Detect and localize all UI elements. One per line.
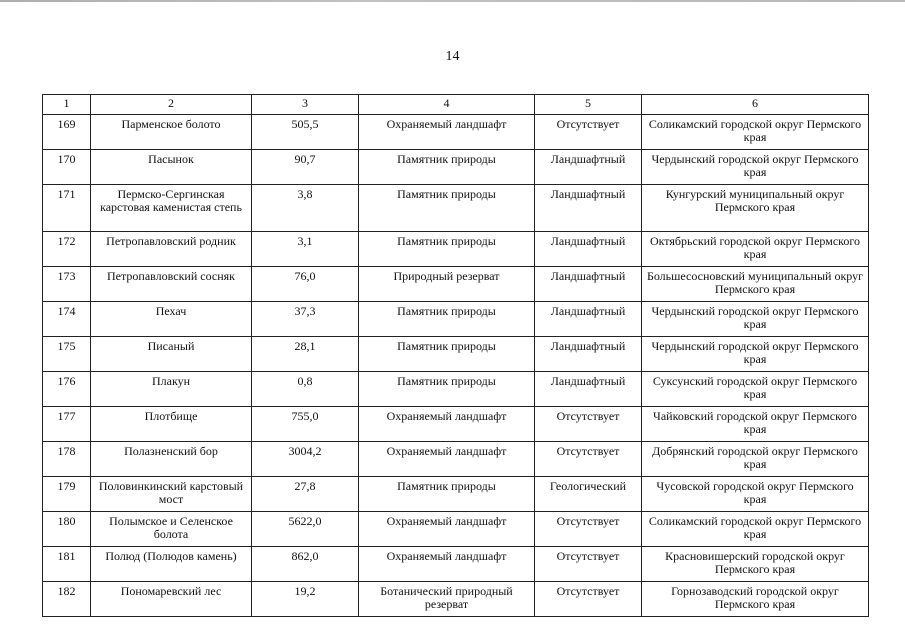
row-number-cell: 179 [43,477,91,512]
row-number-cell: 177 [43,407,91,442]
profile-cell: Отсутствует [535,442,642,477]
category-cell: Охраняемый ландшафт [359,547,535,582]
municipality-cell: Чайковский городской округ Пермского края [642,407,869,442]
municipality-cell: Соликамский городской округ Пермского края [642,115,869,150]
name-cell: Пехач [91,302,252,337]
name-cell: Плотбище [91,407,252,442]
category-cell: Памятник природы [359,150,535,185]
category-cell: Памятник природы [359,232,535,267]
name-cell: Плакун [91,372,252,407]
profile-cell: Отсутствует [535,582,642,617]
row-number-cell: 171 [43,185,91,232]
category-cell: Охраняемый ландшафт [359,512,535,547]
category-cell: Ботанический природный резерват [359,582,535,617]
municipality-cell: Чусовской городской округ Пермского края [642,477,869,512]
table-row [43,512,869,547]
row-number-cell: 180 [43,512,91,547]
category-cell: Охраняемый ландшафт [359,115,535,150]
name-cell: Полазненский бор [91,442,252,477]
area-cell: 862,0 [252,547,359,582]
area-cell: 505,5 [252,115,359,150]
area-cell: 37,3 [252,302,359,337]
profile-cell: Ландшафтный [535,337,642,372]
table-row [43,407,869,442]
profile-cell: Ландшафтный [535,267,642,302]
area-cell: 3,1 [252,232,359,267]
area-cell: 19,2 [252,582,359,617]
municipality-cell: Красновишерский городской округ Пермского края [642,547,869,582]
municipality-cell: Чердынский городской округ Пермского края [642,337,869,372]
name-cell: Пермско-Сергинская карстовая каменистая степь [91,185,252,232]
area-cell: 28,1 [252,337,359,372]
table-row [43,115,869,150]
table-row [43,150,869,185]
area-cell: 3,8 [252,185,359,232]
scan-edge [0,0,905,2]
name-cell: Пасынок [91,150,252,185]
row-number-cell: 170 [43,150,91,185]
table-row [43,185,869,232]
municipality-cell: Октябрьский городской округ Пермского края [642,232,869,267]
table-row [43,267,869,302]
profile-cell: Геологический [535,477,642,512]
name-cell: Полюд (Полюдов камень) [91,547,252,582]
row-number-cell: 176 [43,372,91,407]
name-cell: Писаный [91,337,252,372]
municipality-cell: Кунгурский муниципальный округ Пермского края [642,185,869,232]
municipality-cell: Большесосновский муниципальный округ Пермского края [642,267,869,302]
municipality-cell: Чердынский городской округ Пермского края [642,150,869,185]
profile-cell: Ландшафтный [535,232,642,267]
header-cell: 5 [535,95,642,115]
protected-areas-table [42,94,869,617]
table-row [43,477,869,512]
header-cell: 4 [359,95,535,115]
category-cell: Памятник природы [359,185,535,232]
table-row [43,442,869,477]
area-cell: 3004,2 [252,442,359,477]
category-cell: Охраняемый ландшафт [359,442,535,477]
row-number-cell: 173 [43,267,91,302]
row-number-cell: 172 [43,232,91,267]
table-row [43,302,869,337]
area-cell: 27,8 [252,477,359,512]
municipality-cell: Горнозаводский городской округ Пермского края [642,582,869,617]
category-cell: Памятник природы [359,337,535,372]
row-number-cell: 169 [43,115,91,150]
name-cell: Половинкинский карстовый мост [91,477,252,512]
name-cell: Петропавловский сосняк [91,267,252,302]
area-cell: 0,8 [252,372,359,407]
table-row [43,582,869,617]
profile-cell: Ландшафтный [535,150,642,185]
profile-cell: Отсутствует [535,547,642,582]
profile-cell: Отсутствует [535,512,642,547]
municipality-cell: Соликамский городской округ Пермского края [642,512,869,547]
area-cell: 755,0 [252,407,359,442]
category-cell: Природный резерват [359,267,535,302]
category-cell: Охраняемый ландшафт [359,407,535,442]
name-cell: Полымское и Селенское болота [91,512,252,547]
area-cell: 76,0 [252,267,359,302]
profile-cell: Отсутствует [535,115,642,150]
profile-cell: Ландшафтный [535,185,642,232]
area-cell: 5622,0 [252,512,359,547]
row-number-cell: 182 [43,582,91,617]
profile-cell: Отсутствует [535,407,642,442]
name-cell: Пономаревский лес [91,582,252,617]
table-row [43,232,869,267]
profile-cell: Ландшафтный [535,372,642,407]
category-cell: Памятник природы [359,302,535,337]
row-number-cell: 178 [43,442,91,477]
row-number-cell: 175 [43,337,91,372]
header-row [43,95,869,115]
table-row [43,372,869,407]
row-number-cell: 181 [43,547,91,582]
category-cell: Памятник природы [359,372,535,407]
municipality-cell: Чердынский городской округ Пермского края [642,302,869,337]
row-number-cell: 174 [43,302,91,337]
profile-cell: Ландшафтный [535,302,642,337]
name-cell: Парменское болото [91,115,252,150]
area-cell: 90,7 [252,150,359,185]
header-cell: 1 [43,95,91,115]
header-cell: 6 [642,95,869,115]
municipality-cell: Добрянский городской округ Пермского края [642,442,869,477]
page-number: 14 [445,49,460,64]
municipality-cell: Суксунский городской округ Пермского края [642,372,869,407]
category-cell: Памятник природы [359,477,535,512]
name-cell: Петропавловский родник [91,232,252,267]
header-cell: 3 [252,95,359,115]
header-cell: 2 [91,95,252,115]
table-row [43,547,869,582]
table-row [43,337,869,372]
